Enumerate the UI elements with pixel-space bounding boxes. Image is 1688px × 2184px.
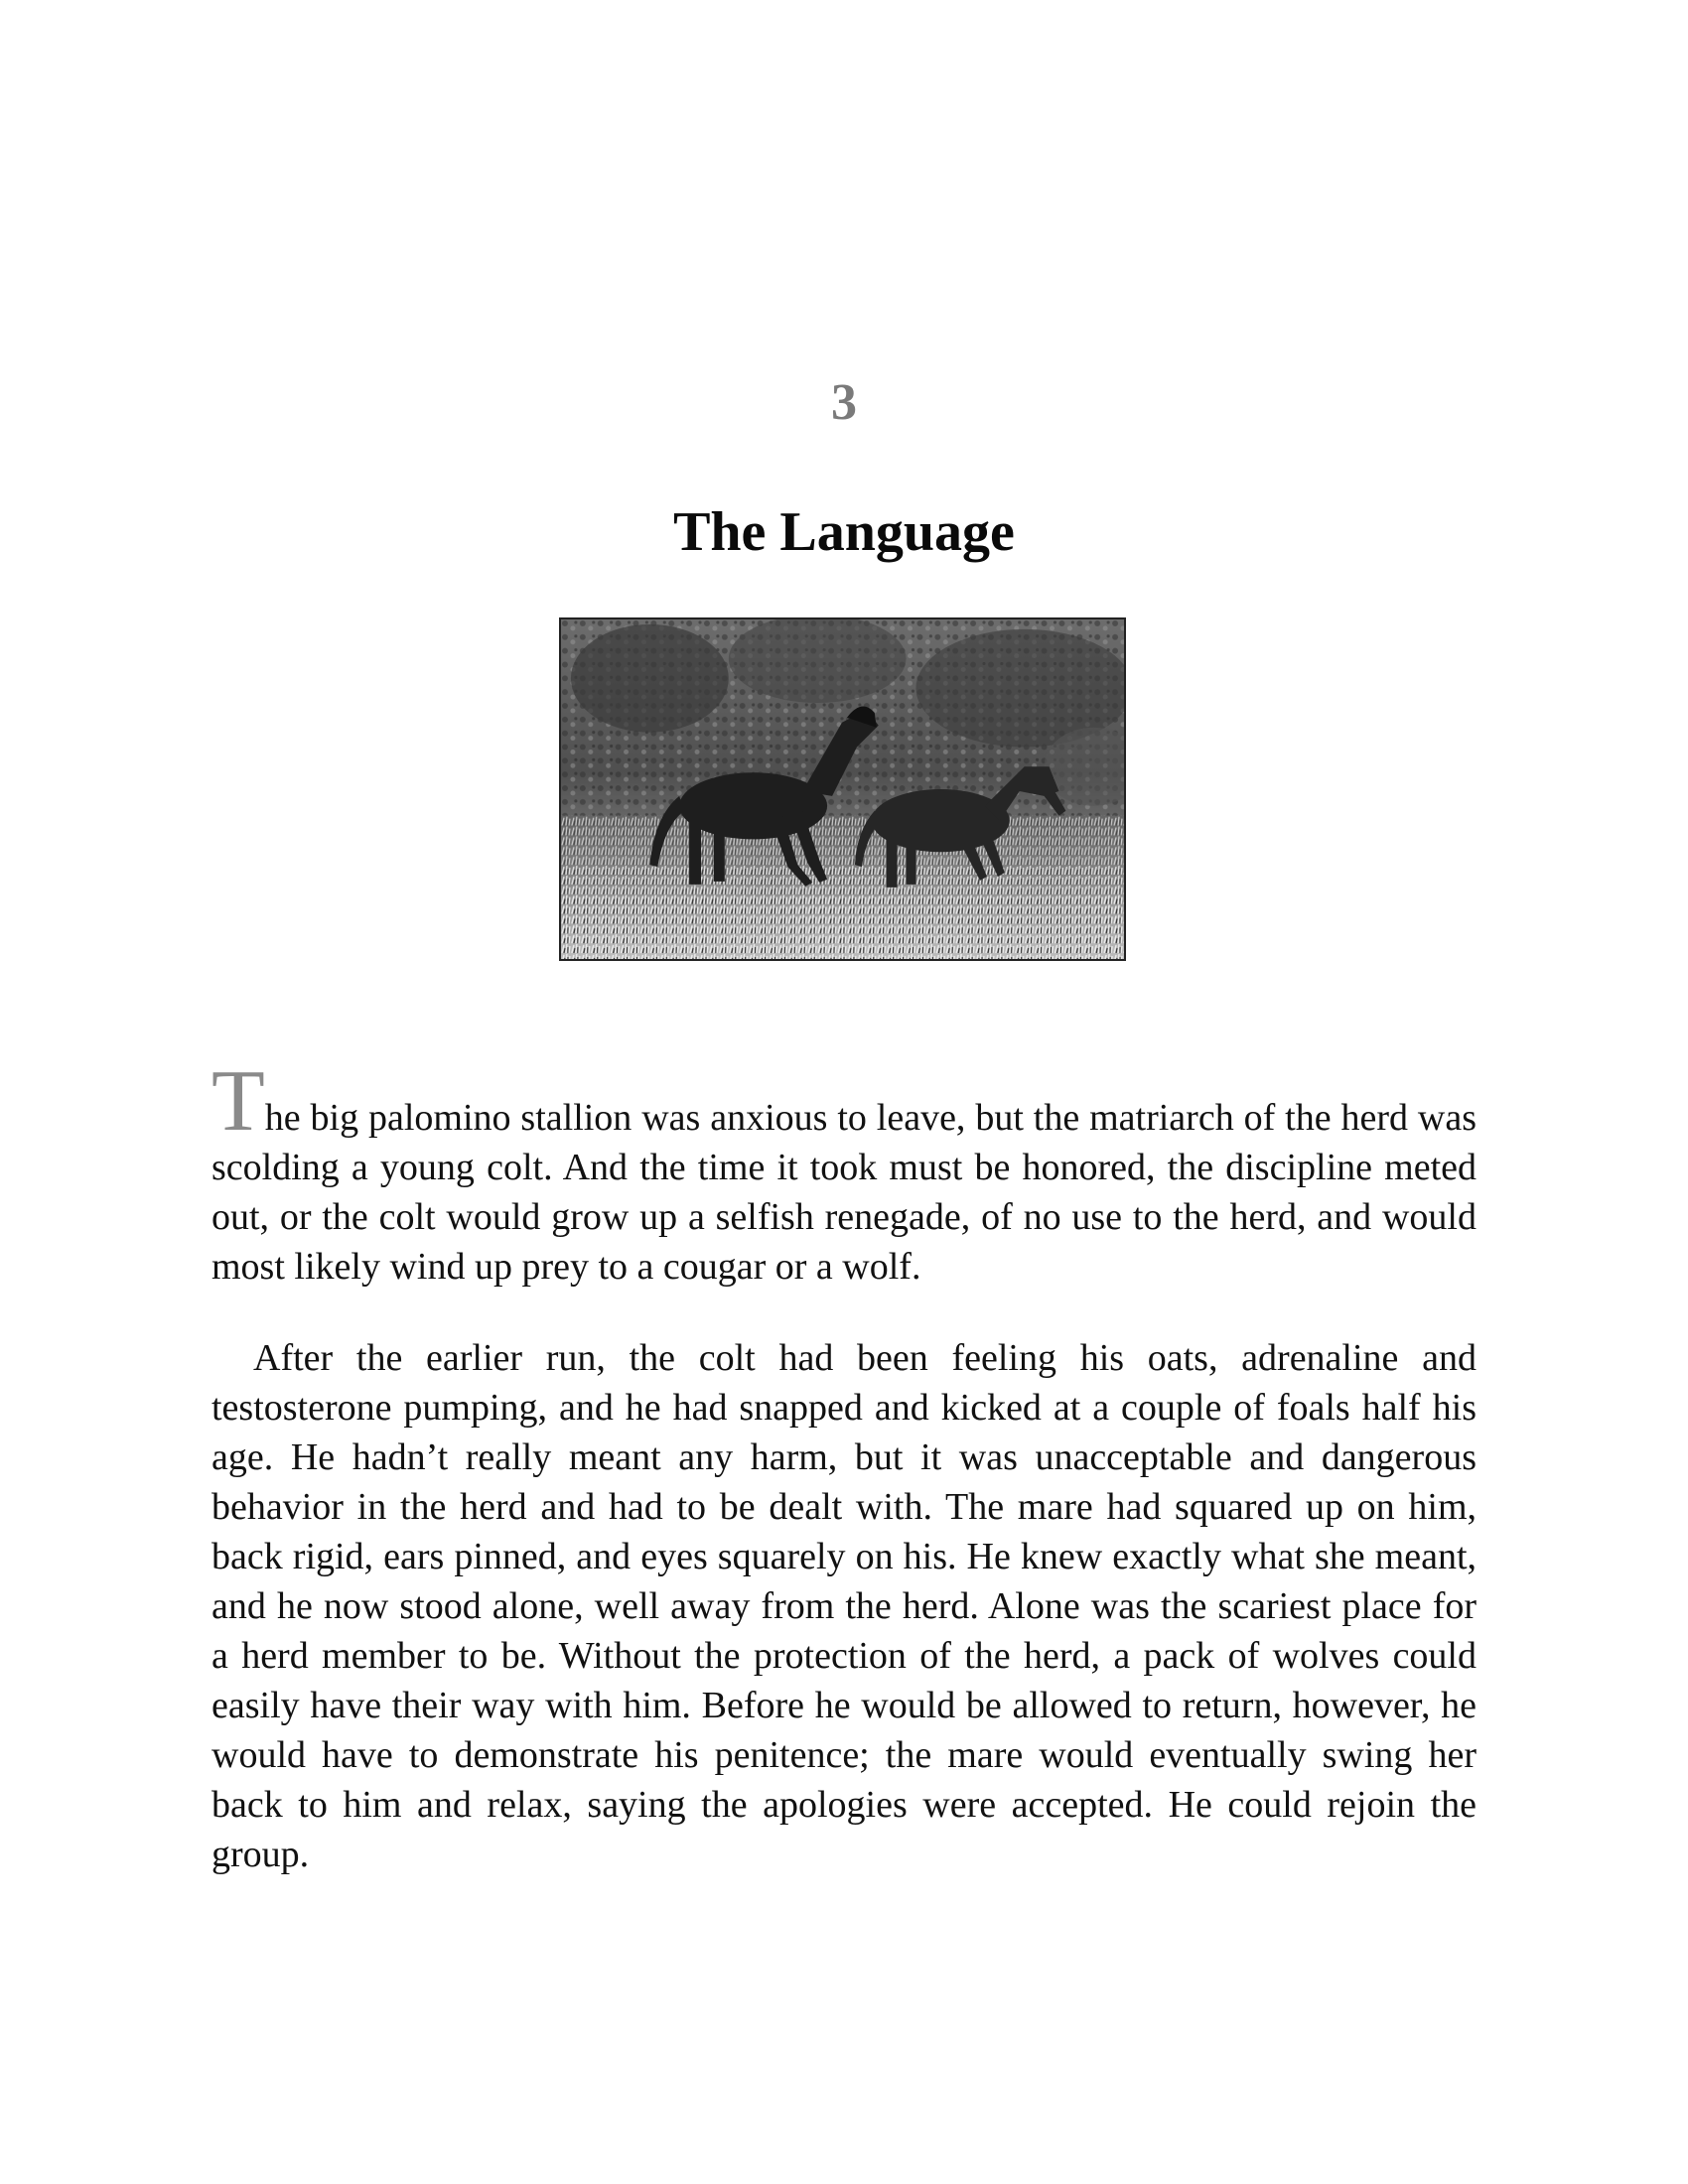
paragraph-2: After the earlier run, the colt had been feeling his oats, adrenaline and testosterone pumping, and he had snapped and kicked at a couple of foals half his age. He hadn’t really meant any harm, but it was unacceptable and dangerous behavior in the herd and had to be dealt with. The mare had squared up on him, back rigid, ears pinned, and eyes squarely on his. He knew exactly what she meant, and he now stood alone, well away from the herd. Alone was the scariest place for a herd member to be. Without the protection of the herd, a pack of wolves could easily have their way with him. Before he would be allowed to return, however, he would have to demonstrate his penitence; the mare would eventually swing her back to him and relax, saying the apologies were accepted. He could rejoin the group.: [211, 1337, 1477, 1875]
horse-photo-icon: [561, 619, 1124, 959]
horse-photo: [559, 617, 1126, 961]
chapter-title: The Language: [673, 501, 1015, 563]
paragraph-1: [211, 1053, 1477, 1292]
drop-cap: T: [211, 1053, 265, 1150]
paragraph-1-text: he big palomino stallion was anxious to leave, but the matriarch of the herd was scolding a young colt. And the time it took must be honored, the discipline meted out, or the colt would grow up a selfish renegade, of no use to the herd, and would most likely wind up prey to a cougar or a wolf.: [211, 1097, 1477, 1288]
chapter-number: 3: [831, 374, 857, 431]
body-text: [211, 1053, 1477, 1879]
